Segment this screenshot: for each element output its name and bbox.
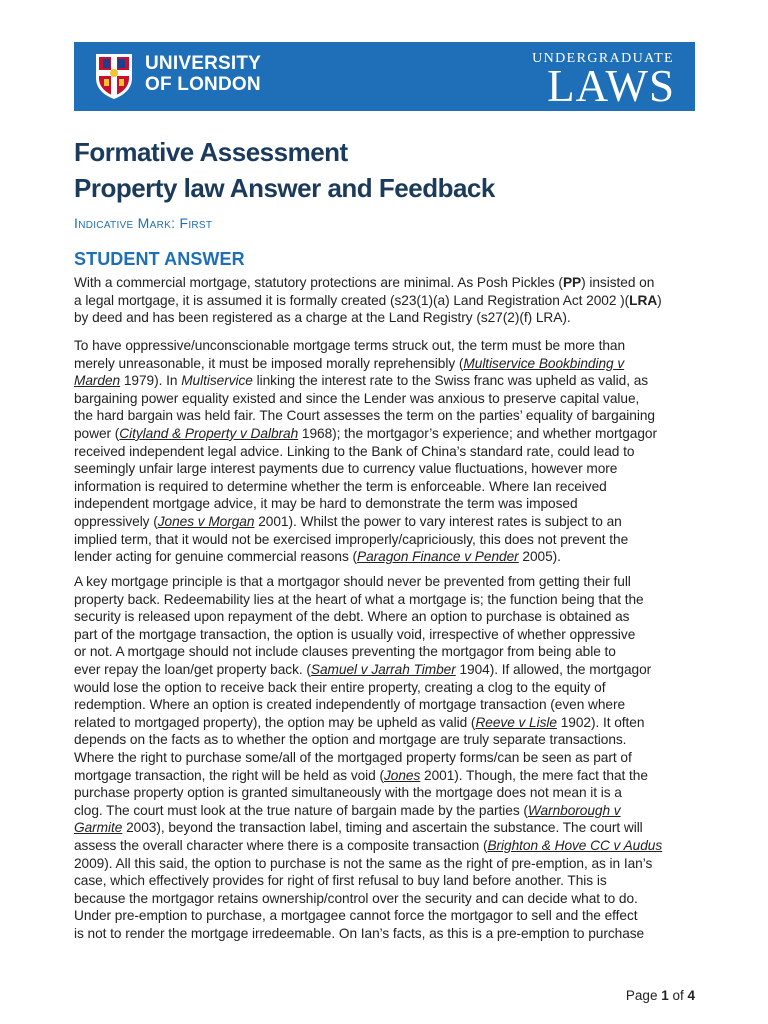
text-run: assess the overall character where there is a composite transaction ( — [74, 837, 488, 853]
text-line — [74, 390, 704, 408]
text-line — [74, 696, 704, 714]
text-line — [74, 749, 704, 767]
text-line — [74, 731, 704, 749]
text-run: purchase property option is granted simultaneously with the mortgage does not mean it is a — [74, 785, 622, 801]
text-run: power ( — [74, 425, 120, 441]
text-run: ) insisted on — [581, 275, 655, 290]
case-citation: Multiservice Bookbinding v — [463, 355, 625, 371]
text-run: would lose the option to receive back their entire property, creating a clog to the equity of — [74, 679, 606, 695]
text-run: mortgage transaction, the right will be held as void ( — [74, 767, 384, 783]
text-run: redemption. Where an option is created independently of mortgage transaction (even where — [74, 697, 626, 713]
text-run: A key mortgage principle is that a mortgagor should never be prevented from getting their full — [74, 574, 631, 589]
case-citation: Paragon Finance v Pender — [357, 549, 519, 565]
text-run: ) — [657, 292, 662, 308]
text-line — [74, 460, 704, 478]
text-run: information is required to determine whether the term is enforceable. Where Ian received — [74, 478, 607, 494]
text-run: security is released upon repayment of the debt. Where an option to purchase is obtained as — [74, 609, 630, 625]
text-run: is not to render the mortgage irredeemable. On Ian’s facts, as this is a pre-emption to purchase — [74, 925, 645, 941]
text-line — [74, 784, 704, 802]
text-run: seemingly unfair large interest payments due to currency value fluctuations, however more — [74, 461, 618, 477]
text-run: 1979). In — [120, 373, 182, 389]
text-line — [74, 548, 704, 566]
text-line — [74, 872, 704, 890]
text-line — [74, 407, 704, 425]
text-line — [74, 372, 704, 390]
page-current: 1 — [661, 988, 669, 1003]
text-line — [74, 355, 704, 373]
text-line — [74, 679, 704, 697]
page-title-line2: Property law Answer and Feedback — [74, 173, 495, 203]
page-title-line1: Formative Assessment — [74, 137, 348, 167]
text-run: part of the mortgage transaction, the option is usually void, irrespective of whether oppressive — [74, 626, 636, 642]
section-heading: STUDENT ANSWER — [74, 249, 245, 269]
programme-title: LAWS — [547, 61, 675, 111]
text-run: implied term, that it would not be exercised improperly/capriciously, this does not prevent the — [74, 531, 629, 547]
programme-subtitle: UNDERGRADUATE — [532, 51, 674, 66]
text-run: clog. The court must look at the true nature of bargain made by the parties ( — [74, 802, 528, 818]
case-citation: Samuel v Jarrah Timber — [310, 661, 456, 677]
bold-term: LRA — [629, 292, 658, 308]
text-line — [74, 802, 704, 820]
case-citation: Jones v Morgan — [157, 513, 255, 529]
text-line — [74, 513, 704, 531]
text-line — [74, 819, 704, 837]
university-crest-icon — [94, 52, 134, 100]
text-run: received independent legal advice. Linking to the Bank of China’s standard rate, could lead to — [74, 443, 635, 459]
answer-paragraph-1 — [74, 274, 704, 327]
university-name-line2: OF LONDON — [145, 74, 261, 95]
text-run: the hard bargain was held fair. The Court assesses the term on the parties’ equality of bargaining — [74, 408, 655, 424]
text-line — [74, 292, 704, 310]
text-run: because the mortgagor retains ownership/control over the security and can decide what to do. — [74, 890, 638, 906]
text-run: property back. Redeemability lies at the heart of what a mortgage is; the function being that the — [74, 591, 644, 607]
case-citation: Warnborough v — [527, 802, 621, 818]
text-line — [74, 661, 704, 679]
text-run: Where the right to purchase some/all of the mortgaged property forms/can be seen as part of — [74, 749, 632, 765]
text-run: merely unreasonable, it must be imposed morally reprehensibly ( — [74, 355, 464, 371]
page-total: 4 — [687, 988, 695, 1003]
university-name-line1: UNIVERSITY — [145, 53, 262, 74]
text-line — [74, 925, 704, 943]
text-line — [74, 495, 704, 513]
italic-term: Multiservice — [181, 373, 253, 389]
text-run: With a commercial mortgage, statutory protections are minimal. As Posh Pickles ( — [74, 275, 563, 290]
text-line — [74, 643, 704, 661]
text-line — [74, 591, 704, 609]
text-run: 2001). Whilst the power to vary interest rates is subject to an — [254, 513, 622, 529]
text-run: bargaining power equality existed and since the Lender was anxious to preserve capital value, — [74, 390, 640, 406]
answer-paragraph-3 — [74, 573, 704, 942]
page-number — [626, 988, 695, 1003]
page-separator: of — [668, 988, 688, 1003]
text-line — [74, 907, 704, 925]
text-line — [74, 890, 704, 908]
text-line — [74, 626, 704, 644]
text-run: or not. A mortgage should not include clauses preventing the mortgagor from being able to — [74, 644, 616, 660]
case-citation: Marden — [74, 373, 121, 389]
text-line — [74, 767, 704, 785]
case-citation: Brighton & Hove CC v Audus — [487, 837, 663, 853]
text-run: related to mortgaged property), the option may be upheld as valid ( — [74, 714, 476, 730]
text-run: linking the interest rate to the Swiss franc was upheld as valid, as — [252, 373, 649, 389]
case-citation: Reeve v Lisle — [475, 714, 557, 730]
text-line — [74, 714, 704, 732]
text-line — [74, 478, 704, 496]
text-run: 2001). Though, the mere fact that the — [420, 767, 648, 783]
university-name — [145, 53, 261, 95]
text-run: 1902). It often — [556, 714, 645, 730]
text-line — [74, 309, 704, 327]
page-label: Page — [625, 988, 662, 1003]
text-line — [74, 837, 704, 855]
text-run: Under pre-emption to purchase, a mortgagee cannot force the mortgagor to sell and the effect — [74, 908, 638, 924]
answer-paragraph-2 — [74, 337, 704, 566]
text-line — [74, 608, 704, 626]
text-run: oppressively ( — [74, 513, 158, 529]
indicative-mark: Indicative Mark: First — [74, 215, 213, 231]
text-run: depends on the facts as to whether the option and mortgage are truly separate transactions. — [74, 732, 627, 748]
text-line — [74, 531, 704, 549]
text-run: independent mortgage advice, it may be hard to demonstrate the term was imposed — [74, 496, 578, 512]
text-line — [74, 443, 704, 461]
text-run: 2009). All this said, the option to purchase is not the same as the right of pre-emption, as in Ian’s — [74, 855, 653, 871]
text-run: lender acting for genuine commercial reasons ( — [74, 549, 357, 565]
text-run: a legal mortgage, it is assumed it is formally created (s23(1)(a) Land Registration Act 2002 )( — [74, 292, 630, 308]
text-run: 2005). — [518, 549, 561, 565]
case-citation: Cityland & Property v Dalbrah — [119, 425, 299, 441]
text-run: by deed and has been registered as a charge at the Land Registry (s27(2)(f) LRA). — [74, 310, 571, 326]
text-run: 1968); the mortgagor’s experience; and whether mortgagor — [298, 425, 657, 441]
header-banner — [74, 42, 695, 111]
text-run: ever repay the loan/get property back. ( — [74, 661, 311, 677]
bold-term: PP — [562, 275, 582, 290]
text-line — [74, 337, 704, 355]
text-run: To have oppressive/unconscionable mortgage terms struck out, the term must be more than — [74, 338, 626, 353]
text-line — [74, 274, 704, 292]
case-citation: Garmite — [74, 820, 123, 836]
text-run: case, which effectively provides for right of first refusal to buy land before another. This is — [74, 873, 607, 889]
text-line — [74, 573, 704, 591]
text-run: 2003), beyond the transaction label, timing and ascertain the substance. The court will — [122, 820, 643, 836]
text-line — [74, 855, 704, 873]
text-run: 1904). If allowed, the mortgagor — [455, 661, 652, 677]
case-citation: Jones — [384, 767, 421, 783]
text-line — [74, 425, 704, 443]
